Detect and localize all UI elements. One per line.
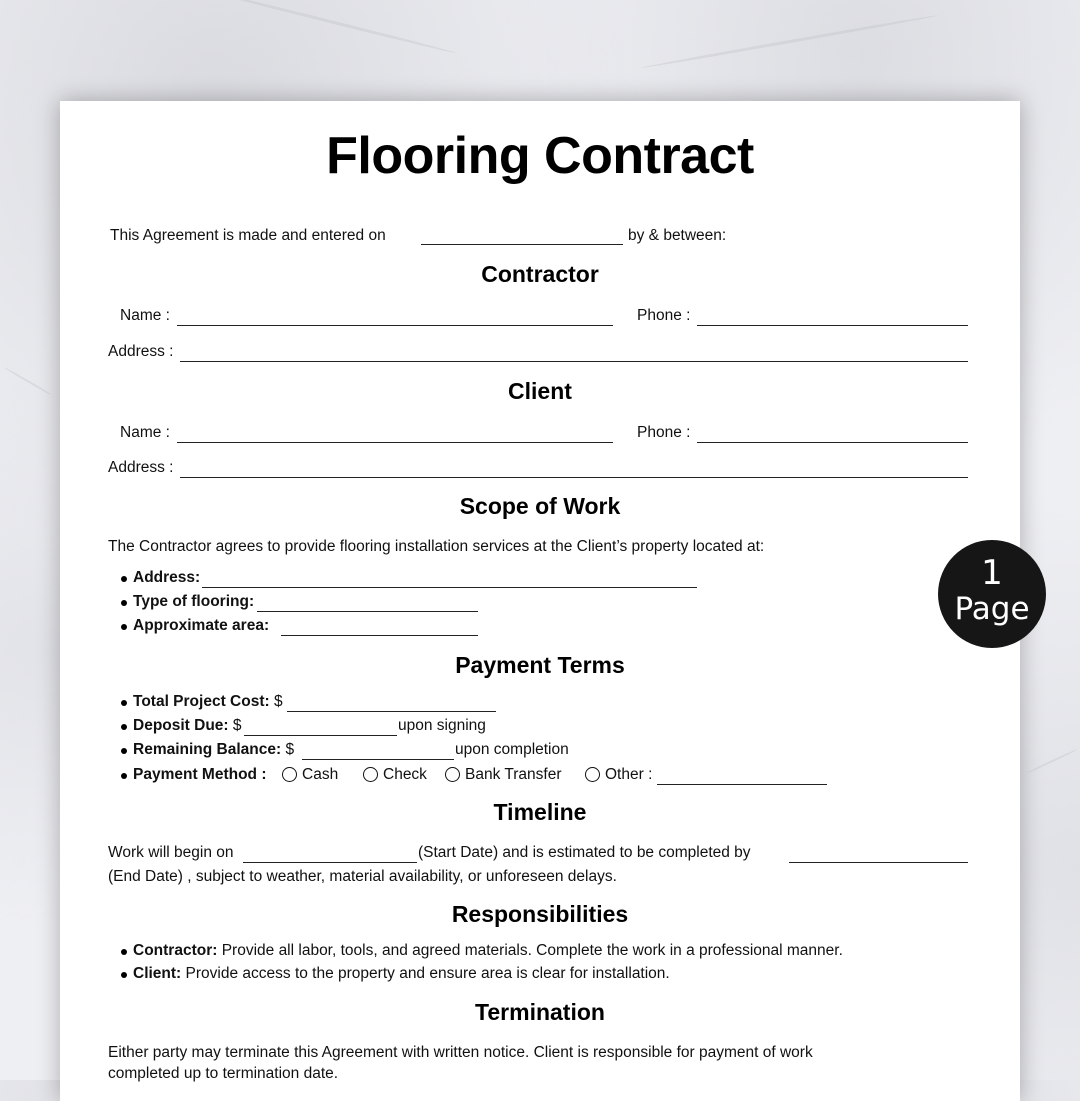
page-count-number: 1	[981, 553, 1003, 593]
client-heading: Client	[508, 378, 572, 404]
deposit-field[interactable]	[244, 735, 397, 736]
total-cost-field[interactable]	[287, 711, 496, 712]
client-name-field[interactable]	[177, 442, 613, 443]
cash-radio[interactable]	[282, 767, 297, 782]
remaining-suffix: upon completion	[455, 741, 569, 758]
scope-area-label: Approximate area:	[133, 617, 270, 634]
client-phone-label: Phone :	[637, 424, 691, 441]
end-date-field[interactable]	[789, 862, 968, 863]
remaining-field[interactable]	[302, 759, 454, 760]
bullet-icon	[121, 600, 127, 606]
other-method-field[interactable]	[657, 784, 827, 785]
currency-symbol: $	[273, 693, 283, 710]
bullet-icon	[121, 773, 127, 779]
check-label: Check	[383, 766, 427, 783]
other-radio[interactable]	[585, 767, 600, 782]
timeline-heading: Timeline	[493, 799, 587, 825]
client-responsibility-label: Client:	[133, 965, 182, 982]
bullet-icon	[121, 624, 127, 630]
contractor-responsibility	[133, 942, 843, 960]
start-date-field[interactable]	[243, 862, 417, 863]
payment-heading: Payment Terms	[455, 652, 625, 678]
deposit-suffix: upon signing	[398, 717, 486, 734]
marble-vein	[3, 366, 52, 395]
document-title: Flooring Contract	[326, 127, 754, 185]
client-address-field[interactable]	[180, 477, 968, 478]
client-phone-field[interactable]	[697, 442, 968, 443]
deposit-row	[133, 717, 242, 735]
client-responsibility-text: Provide access to the property and ensure area is clear for installation.	[185, 965, 670, 982]
timeline-text-end: (End Date) , subject to weather, material availability, or unforeseen delays.	[108, 868, 617, 885]
bullet-icon	[121, 748, 127, 754]
bullet-icon	[121, 949, 127, 955]
intro-text: This Agreement is made and entered on	[110, 227, 386, 244]
scope-heading: Scope of Work	[459, 493, 621, 519]
contractor-phone-label: Phone :	[637, 307, 691, 324]
remaining-label: Remaining Balance:	[133, 741, 282, 758]
contractor-phone-field[interactable]	[697, 325, 968, 326]
client-name-label: Name :	[120, 424, 170, 441]
currency-symbol: $	[232, 717, 242, 734]
client-responsibility	[133, 965, 670, 983]
agreement-date-field[interactable]	[421, 244, 623, 245]
contractor-name-label: Name :	[120, 307, 170, 324]
contractor-heading: Contractor	[481, 261, 599, 287]
page-count-label: Page	[954, 591, 1030, 627]
page-count-badge	[938, 540, 1046, 648]
total-cost-label: Total Project Cost:	[133, 693, 270, 710]
approximate-area-field[interactable]	[281, 635, 478, 636]
contractor-address-label: Address :	[108, 343, 174, 360]
marble-vein	[642, 14, 938, 69]
timeline-text-middle: (Start Date) and is estimated to be completed by	[418, 844, 751, 861]
deposit-label: Deposit Due:	[133, 717, 229, 734]
scope-flooring-type-label: Type of flooring:	[133, 593, 255, 610]
bullet-icon	[121, 972, 127, 978]
remaining-row	[133, 741, 294, 759]
contractor-responsibility-text: Provide all labor, tools, and agreed materials. Complete the work in a professional manner.	[221, 942, 843, 959]
bullet-icon	[121, 724, 127, 730]
termination-heading: Termination	[475, 999, 605, 1025]
cash-label: Cash	[302, 766, 339, 783]
contractor-responsibility-label: Contractor:	[133, 942, 218, 959]
contractor-address-field[interactable]	[180, 361, 968, 362]
termination-text-line2: completed up to termination date.	[108, 1065, 339, 1082]
termination-text-line1: Either party may terminate this Agreement with written notice. Client is responsible for payment of work	[108, 1044, 813, 1061]
total-cost-row	[133, 693, 283, 711]
other-label: Other :	[605, 766, 653, 783]
payment-method-label: Payment Method :	[133, 766, 267, 783]
intro-text-after: by & between:	[628, 227, 727, 244]
flooring-type-field[interactable]	[257, 611, 478, 612]
bullet-icon	[121, 700, 127, 706]
bank-transfer-label: Bank Transfer	[465, 766, 562, 783]
scope-address-field[interactable]	[202, 587, 697, 588]
responsibilities-heading: Responsibilities	[451, 901, 629, 927]
marble-vein	[1027, 748, 1078, 773]
bullet-icon	[121, 576, 127, 582]
scope-text: The Contractor agrees to provide flooring installation services at the Client’s property located at:	[108, 538, 765, 555]
timeline-text-start: Work will begin on	[108, 844, 234, 861]
scope-address-label: Address:	[133, 569, 201, 586]
currency-symbol: $	[285, 741, 295, 758]
bank-transfer-radio[interactable]	[445, 767, 460, 782]
marble-vein	[203, 0, 456, 54]
client-address-label: Address :	[108, 459, 174, 476]
contractor-name-field[interactable]	[177, 325, 613, 326]
check-radio[interactable]	[363, 767, 378, 782]
